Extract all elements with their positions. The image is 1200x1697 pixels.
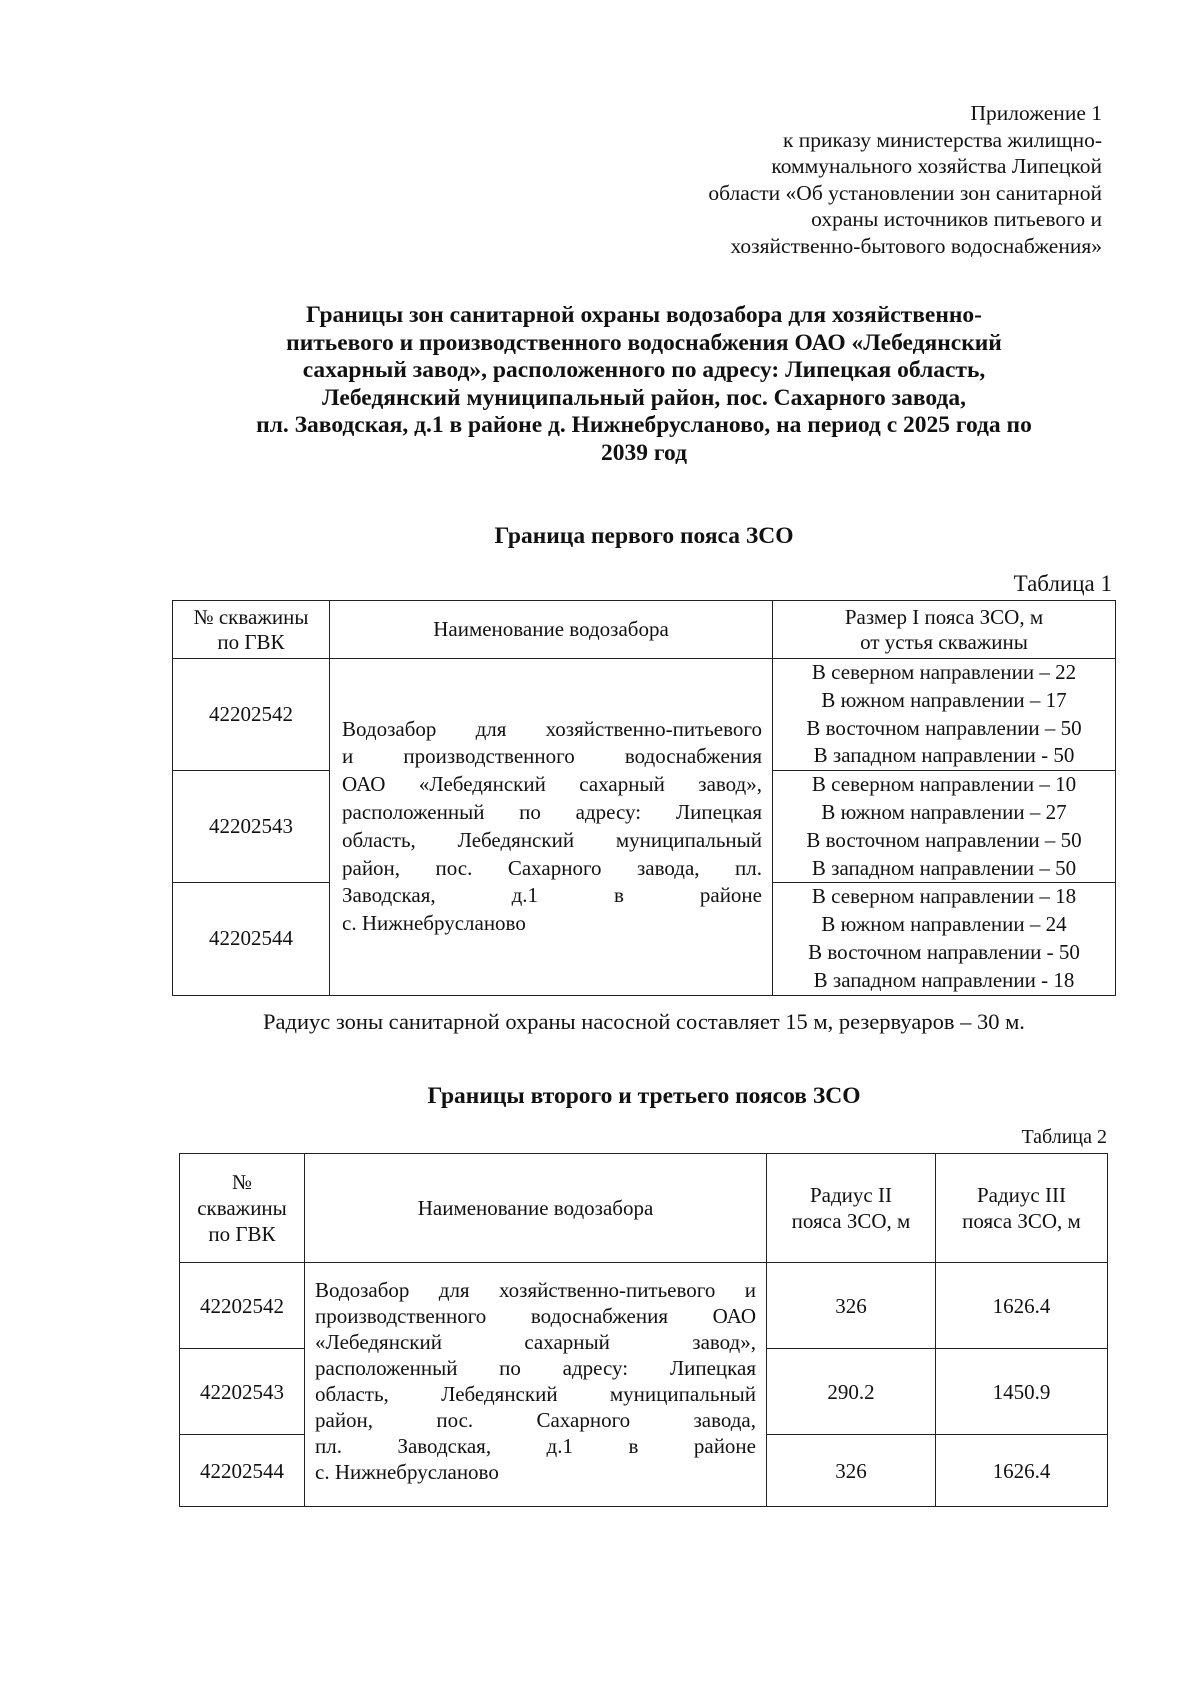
annex-line: коммунального хозяйства Липецкой <box>771 154 1102 179</box>
header-text: скважины <box>197 1196 287 1220</box>
header-well-number <box>173 601 330 659</box>
name-line: Водозабор для хозяйственно-питьевого и <box>315 1278 756 1302</box>
direction-west: В западном направлении – 50 <box>811 855 1077 880</box>
name-line: с. Нижнебрусланово <box>315 1460 499 1484</box>
direction-south: В южном направлении – 27 <box>821 799 1067 824</box>
well-number: 42202544 <box>180 1435 305 1507</box>
header-text: по ГВК <box>217 629 285 654</box>
well-number: 42202543 <box>180 1349 305 1435</box>
header-text: по ГВК <box>208 1222 276 1246</box>
name-line: «Лебедянский сахарный завод», <box>315 1330 756 1354</box>
title-line: 2039 год <box>601 439 687 466</box>
well-number: 42202542 <box>180 1263 305 1349</box>
direction-east: В восточном направлении – 50 <box>806 827 1082 852</box>
table-row <box>180 1263 1108 1349</box>
annex-line: области «Об установлении зон санитарной <box>708 180 1102 205</box>
header-radius-2 <box>767 1154 936 1263</box>
annex-line: хозяйственно-бытового водоснабжения» <box>730 233 1102 258</box>
table1-caption: Таблица 1 <box>1013 571 1112 596</box>
direction-north: В северном направлении – 22 <box>811 660 1077 684</box>
header-text: от устья скважины <box>860 629 1028 654</box>
table2-second-third-zones <box>179 1153 1108 1507</box>
document-title <box>172 302 1116 467</box>
title-line: сахарный завод», расположенного по адресу: Липецкая область, <box>302 357 986 383</box>
header-text: № скважины <box>193 604 309 629</box>
title-line: питьевого и производственного водоснабжения ОАО «Лебедянский <box>286 329 1002 356</box>
intake-name <box>330 659 773 996</box>
radius-3-value: 1626.4 <box>936 1435 1108 1507</box>
header-well-number <box>180 1154 305 1263</box>
zone-directions <box>773 883 1116 995</box>
name-line: Водозабор для хозяйственно-питьевого <box>342 716 762 741</box>
table-header-row <box>173 601 1116 659</box>
annex-line: к приказу министерства жилищно- <box>782 127 1102 152</box>
table1-first-zone <box>172 600 1116 996</box>
title-line: Границы зон санитарной охраны водозабора для хозяйственно- <box>305 302 983 328</box>
name-line: ОАО «Лебедянский сахарный завод», <box>342 772 762 797</box>
name-line: производственного водоснабжения ОАО <box>315 1304 756 1328</box>
section1-heading: Граница первого пояса ЗСО <box>494 523 794 549</box>
header-text: пояса ЗСО, м <box>962 1209 1081 1233</box>
intake-name <box>305 1263 767 1507</box>
title-line: пл. Заводская, д.1 в районе д. Нижнебрусланово, на период с 2025 года по <box>256 412 1032 438</box>
name-line: Заводская, д.1 в районе <box>342 883 762 908</box>
header-text: пояса ЗСО, м <box>791 1209 911 1233</box>
annex-reference <box>582 100 1102 260</box>
radius-note: Радиус зоны санитарной охраны насосной составляет 15 м, резервуаров – 30 м. <box>263 1009 1025 1034</box>
radius-3-value: 1450.9 <box>936 1349 1108 1435</box>
name-line: пл. Заводская, д.1 в районе <box>315 1434 756 1458</box>
radius-2-value: 326 <box>767 1435 936 1507</box>
well-number: 42202543 <box>173 771 330 883</box>
direction-south: В южном направлении – 17 <box>821 687 1067 712</box>
radius-3-value: 1626.4 <box>936 1263 1108 1349</box>
title-line: Лебедянский муниципальный район, пос. Сахарного завода, <box>322 384 966 411</box>
direction-north: В северном направлении – 18 <box>811 884 1077 909</box>
direction-south: В южном направлении – 24 <box>821 912 1067 937</box>
section2-heading: Границы второго и третьего поясов ЗСО <box>427 1083 861 1109</box>
name-line: район, пос. Сахарного завода, <box>315 1408 756 1432</box>
direction-east: В восточном направлении – 50 <box>806 715 1082 740</box>
zone-directions <box>773 771 1116 883</box>
header-text: № <box>231 1170 253 1194</box>
header-radius-3 <box>936 1154 1108 1263</box>
well-number: 42202544 <box>173 883 330 995</box>
header-intake-name: Наименование водозабора <box>305 1154 767 1263</box>
name-line: расположенный по адресу: Липецкая <box>342 799 762 824</box>
annex-line: охраны источников питьевого и <box>811 207 1102 232</box>
direction-north: В северном направлении – 10 <box>811 772 1077 797</box>
table-row <box>173 659 1116 771</box>
table-header-row <box>180 1154 1108 1263</box>
header-intake-name: Наименование водозабора <box>330 601 773 659</box>
direction-east: В восточном направлении - 50 <box>808 939 1080 964</box>
zone-directions <box>773 659 1116 771</box>
direction-west: В западном направлении - 18 <box>813 967 1075 992</box>
header-zone-size <box>773 601 1116 659</box>
name-line: с. Нижнебрусланово <box>342 911 526 936</box>
name-line: район, пос. Сахарного завода, пл. <box>342 855 762 880</box>
annex-line: Приложение 1 <box>970 101 1102 125</box>
table2-caption: Таблица 2 <box>1021 1126 1107 1148</box>
header-text: Радиус II <box>810 1183 892 1207</box>
radius-2-value: 326 <box>767 1263 936 1349</box>
name-line: и производственного водоснабжения <box>342 744 762 769</box>
well-number: 42202542 <box>173 659 330 771</box>
header-text: Размер I пояса ЗСО, м <box>844 604 1044 629</box>
direction-west: В западном направлении - 50 <box>813 743 1075 768</box>
radius-2-value: 290.2 <box>767 1349 936 1435</box>
name-line: область, Лебедянский муниципальный <box>315 1382 756 1406</box>
name-line: область, Лебедянский муниципальный <box>342 827 762 852</box>
header-text: Радиус III <box>977 1183 1066 1207</box>
name-line: расположенный по адресу: Липецкая <box>315 1356 756 1380</box>
